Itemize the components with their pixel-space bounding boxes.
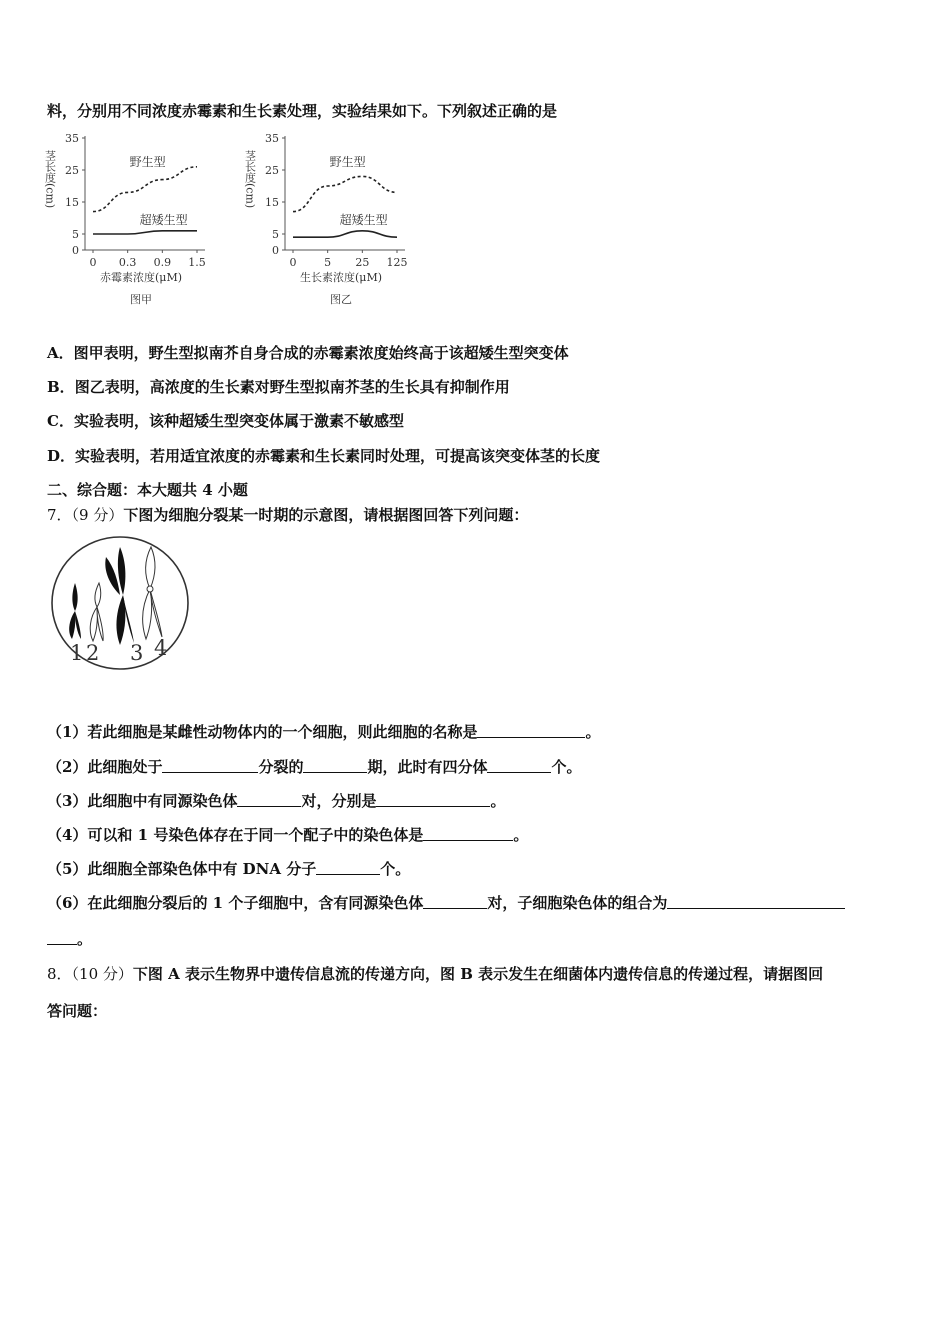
- q8-score: （10 分）: [71, 965, 133, 983]
- y-axis-label: 茎长度(cm): [243, 150, 257, 209]
- q7-sub4-end: 。: [513, 826, 529, 844]
- answer-blank-2c[interactable]: [487, 757, 551, 773]
- chromosome-4: [143, 547, 162, 639]
- chart-yi: [244, 132, 408, 306]
- intro-text: 料，分别用不同浓度赤霉素和生长素处理，实验结果如下。下列叙述正确的是: [47, 102, 558, 120]
- q7-sub6: [47, 893, 845, 913]
- q8-text: 下图 A 表示生物界中遗传信息流的传递方向，图 B 表示发生在细菌体内遗传信息的传递过程，请据图回: [132, 965, 824, 983]
- x-tick-label: 0: [89, 256, 97, 269]
- option-b-text: 图乙表明，高浓度的生长素对野生型拟南芥茎的生长具有抑制作用: [74, 378, 510, 396]
- q7-score: （9 分）: [71, 506, 124, 524]
- q7-stem: [47, 505, 528, 525]
- answer-blank-6a[interactable]: [423, 893, 487, 909]
- q7-sub1: [47, 722, 600, 742]
- q7-sub2-text-c: 期，此时有四分体: [367, 758, 488, 776]
- y-axis-label: 茎长度(cm): [43, 150, 57, 209]
- x-tick-label: 0.3: [118, 256, 137, 269]
- q7-sub6-text-b: 对，子细胞染色体的组合为: [487, 894, 668, 912]
- series-dwarf-line: [293, 231, 397, 237]
- answer-blank-4[interactable]: [423, 825, 513, 841]
- q7-sub3: [47, 791, 505, 811]
- y-tick-label: 35: [265, 132, 279, 145]
- chromosome-label-3: 3: [130, 641, 144, 665]
- x-tick-label: 5: [324, 256, 332, 269]
- option-c: [47, 411, 404, 431]
- q8-stem-continued: 答问题：: [47, 1002, 108, 1020]
- experiment-figures: [40, 128, 440, 313]
- y-tick-label: 35: [65, 132, 79, 145]
- y-tick-label: 15: [265, 196, 279, 209]
- x-tick-label: 1.5: [188, 256, 206, 269]
- q7-sub6-end: 。: [77, 930, 93, 948]
- option-c-text: 实验表明，该种超矮生型突变体属于激素不敏感型: [73, 412, 404, 430]
- chart-title: 图甲: [130, 293, 152, 306]
- q7-sub3-end: 。: [490, 792, 506, 810]
- series-dwarf-label: 超矮生型: [139, 213, 188, 227]
- q7-number: 7．: [47, 506, 72, 524]
- option-c-letter: C．: [47, 412, 74, 430]
- cell-division-diagram: [48, 535, 198, 675]
- chromosome-label-1: 1: [70, 641, 84, 665]
- q7-sub4-text: （4）可以和 1 号染色体存在于同一个配子中的染色体是: [47, 826, 424, 844]
- option-d-text: 实验表明，若用适宜浓度的赤霉素和生长素同时处理，可提高该突变体茎的长度: [75, 447, 601, 465]
- chromosome-label-4: 4: [154, 636, 168, 660]
- series-wildtype-label: 野生型: [129, 155, 166, 169]
- y-tick-label: 5: [272, 228, 279, 241]
- q7-sub4: [47, 825, 528, 845]
- y-tick-label: 25: [265, 164, 279, 177]
- y-tick-label: 5: [72, 228, 79, 241]
- answer-blank-3b[interactable]: [376, 791, 490, 807]
- series-dwarf-line: [93, 231, 197, 234]
- q7-sub2-text-b: 分裂的: [258, 758, 304, 776]
- answer-blank-2a[interactable]: [162, 757, 258, 773]
- x-axis-label: 生长素浓度(μM): [300, 271, 382, 284]
- y-tick-label: 25: [65, 164, 79, 177]
- option-a: [47, 343, 569, 363]
- chromosome-3: [105, 547, 134, 645]
- x-axis-label: 赤霉素浓度(μM): [100, 271, 182, 284]
- option-a-text: 图甲表明，野生型拟南芥自身合成的赤霉素浓度始终高于该超矮生型突变体: [73, 344, 569, 362]
- answer-blank-1[interactable]: [477, 722, 585, 738]
- q7-sub5-text: （5）此细胞全部染色体中有 DNA 分子: [47, 860, 317, 878]
- answer-blank-6b-continued[interactable]: [47, 929, 77, 945]
- x-tick-label: 0: [289, 256, 297, 269]
- option-d: [47, 446, 600, 466]
- q8-number: 8．: [47, 965, 72, 983]
- series-wildtype-line: [293, 176, 397, 211]
- q7-sub5: [47, 859, 410, 879]
- x-tick-label: 0.9: [153, 256, 172, 269]
- q8-stem: [47, 964, 823, 984]
- chromosome-1: [69, 583, 81, 639]
- chart-jia: [44, 132, 206, 306]
- series-dwarf-label: 超矮生型: [339, 213, 388, 227]
- chromosome-label-2: 2: [86, 641, 100, 665]
- q7-sub2: [47, 757, 582, 777]
- section-heading: 二、综合题：本大题共 4 小题: [47, 481, 248, 499]
- q7-sub1-text: （1）若此细胞是某雌性动物体内的一个细胞，则此细胞的名称是: [47, 723, 478, 741]
- series-wildtype-line: [93, 167, 197, 212]
- option-d-letter: D．: [47, 447, 76, 465]
- answer-blank-2b[interactable]: [303, 757, 367, 773]
- x-tick-label: 125: [386, 256, 408, 269]
- q7-text: 下图为细胞分裂某一时期的示意图，请根据图回答下列问题：: [123, 506, 529, 524]
- x-tick-label: 25: [355, 256, 370, 269]
- q7-sub3-text-b: 对，分别是: [301, 792, 377, 810]
- q7-sub5-end: 个。: [380, 860, 411, 878]
- q7-sub3-text-a: （3）此细胞中有同源染色体: [47, 792, 238, 810]
- answer-blank-3a[interactable]: [237, 791, 301, 807]
- q7-sub6-continued: [47, 929, 92, 949]
- option-b: [47, 377, 510, 397]
- answer-blank-6b[interactable]: [667, 893, 845, 909]
- answer-blank-5[interactable]: [316, 859, 380, 875]
- q7-sub6-text-a: （6）在此细胞分裂后的 1 个子细胞中，含有同源染色体: [47, 894, 424, 912]
- y-tick-label: 15: [65, 196, 79, 209]
- chromosome-2: [90, 583, 103, 641]
- q7-sub2-text-a: （2）此细胞处于: [47, 758, 163, 776]
- y-tick-label: 0: [72, 244, 79, 257]
- q7-sub1-end: 。: [585, 723, 601, 741]
- option-a-letter: A．: [47, 344, 74, 362]
- series-wildtype-label: 野生型: [329, 155, 366, 169]
- option-b-letter: B．: [47, 378, 75, 396]
- chart-title: 图乙: [330, 293, 352, 306]
- y-tick-label: 0: [272, 244, 279, 257]
- q7-sub2-end: 个。: [551, 758, 582, 776]
